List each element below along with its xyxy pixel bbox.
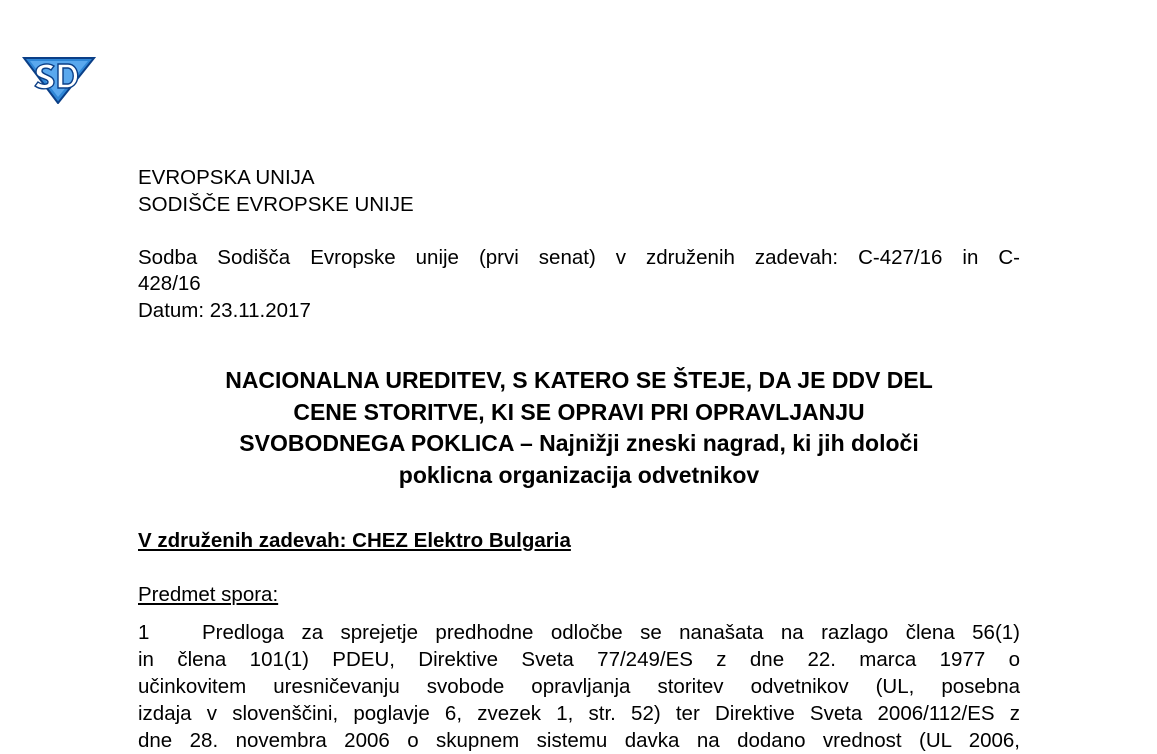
case-line-2: 428/16 bbox=[138, 272, 201, 295]
title-line: NACIONALNA UREDITEV, S KATERO SE ŠTEJE, DA JE DDV DEL bbox=[225, 367, 933, 393]
title-line: SVOBODNEGA POKLICA – Najnižji zneski nagrad, ki jih določi bbox=[239, 430, 919, 456]
case-date: Datum: 23.11.2017 bbox=[138, 299, 311, 322]
case-line-1: Sodba Sodišča Evropske unije (prvi senat) v združenih zadevah: C-427/16 in C- bbox=[138, 246, 1020, 269]
paragraph-1-text: Predloga za sprejetje predhodne odločbe se nanašata na razlago člena 56(1) bbox=[202, 621, 1020, 644]
paragraph-1-line-3: učinkovitem uresničevanju svobode opravljanja storitev odvetnikov (UL, posebna bbox=[138, 675, 1020, 698]
header-line-2: SODIŠČE EVROPSKE UNIJE bbox=[138, 193, 414, 216]
document-title bbox=[138, 365, 1020, 491]
paragraph-1-line-5: dne 28. novembra 2006 o skupnem sistemu davka na dodano vrednost (UL 2006, bbox=[138, 729, 1020, 752]
court-logo bbox=[22, 50, 96, 104]
paragraph-1-line-2: in člena 101(1) PDEU, Direktive Sveta 77/249/ES z dne 22. marca 1977 o bbox=[138, 648, 1020, 671]
title-line: CENE STORITVE, KI SE OPRAVI PRI OPRAVLJANJU bbox=[293, 398, 865, 425]
paragraph-number: 1 bbox=[138, 621, 150, 644]
header-line-1: EVROPSKA UNIJA bbox=[138, 166, 315, 189]
title-line: poklicna organizacija odvetnikov bbox=[398, 461, 760, 488]
paragraph-1-line-1 bbox=[138, 620, 1020, 646]
paragraph-1-line-4: izdaja v slovenščini, poglavje 6, zvezek 1, str. 52) ter Direktive Sveta 2006/112/ES z bbox=[138, 702, 1020, 725]
joined-cases-heading: V združenih zadevah: CHEZ Elektro Bulgaria bbox=[138, 529, 571, 552]
subject-heading: Predmet spora: bbox=[138, 583, 279, 606]
